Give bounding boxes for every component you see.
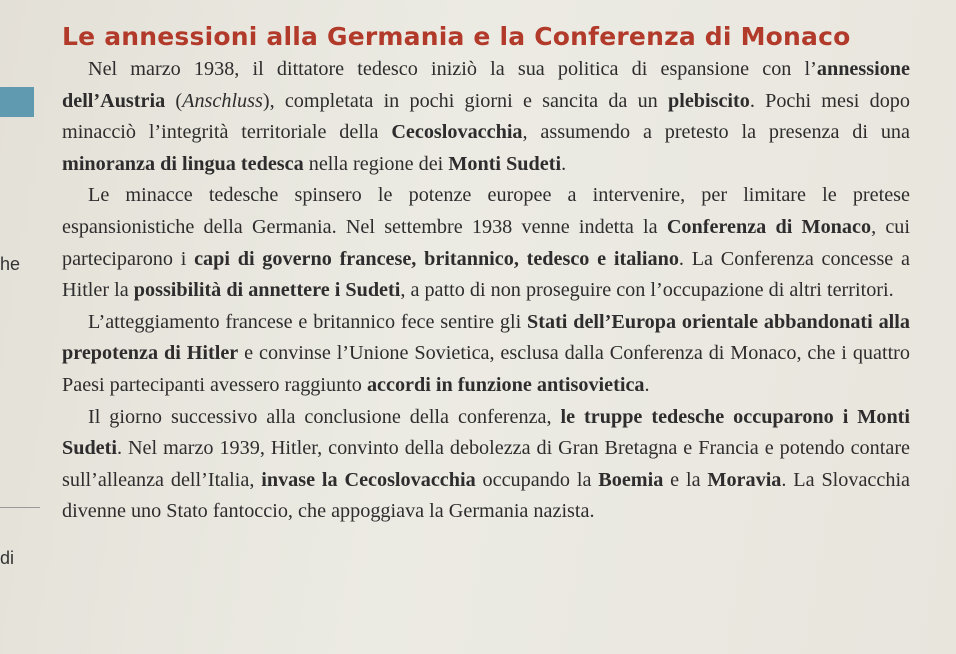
emphasis: possibilità di annettere i Sudeti bbox=[133, 279, 401, 302]
emphasis: Stati dell’Europa orientale abbandonati alla prepotenza di Hitler bbox=[62, 310, 910, 365]
section-title: Le annessioni alla Germania e la Conferenza di Monaco bbox=[62, 22, 851, 51]
emphasis: annessione dell’Austria bbox=[62, 58, 910, 112]
paragraph-annexation: Nel marzo 1938, il dittatore tedesco iniziò la sua politica di espansione con l’annessione dell’Austria (Anschluss), completata in pochi giorni e sancita da un plebiscito. Pochi mesi dopo minacciò l’integrità territoriale della Cecoslovacchia, assumendo a pretesto la presenza di una minoranza di lingua tedesca nella regione dei Monti Sudeti. bbox=[62, 58, 910, 175]
paragraph-reaction: L’atteggiamento francese e britannico fece sentire gli Stati dell’Europa orientale abbandonati alla prepotenza di Hitler e convinse l’Unione Sovietica, esclusa dalla Conferenza di Monaco, che i quattro Paesi partecipanti avessero raggiunto accordi in funzione antisovietica. bbox=[62, 310, 911, 396]
emphasis: invase la Cecoslovacchia bbox=[261, 468, 476, 491]
emphasis: capi di governo francese, britannico, tedesco e italiano bbox=[194, 247, 679, 270]
paragraph-occupation: Il giorno successivo alla conclusione della conferenza, le truppe tedesche occuparono i Monti Sudeti. Nel marzo 1939, Hitler, convinto della debolezza di Gran Bretagna e Francia e potendo contare sull’alleanza dell’Italia, invase la Cecoslovacchia occupando la Boemia e la Moravia. La Slovacchia divenne uno Stato fantoccio, che appoggiava la Germania nazista. bbox=[62, 405, 911, 523]
italic-term: Anschluss bbox=[182, 89, 263, 112]
paragraph-conference: Le minacce tedesche spinsero le potenze europee a intervenire, per limitare le pretese espansionistiche della Germania. Nel settembre 1938 venne indetta la Conferenza di Monaco, cui parteciparono i capi di governo francese, britannico, tedesco e italiano. La Conferenza concesse a Hitler la possibilità di annettere i Sudeti, a patto di non proseguire con l’occupazione di altri territori. bbox=[62, 184, 910, 302]
emphasis: plebiscito bbox=[667, 89, 750, 112]
emphasis: accordi in funzione antisovietica bbox=[366, 373, 645, 396]
emphasis: Conferenza di Monaco bbox=[666, 215, 872, 238]
emphasis: Monti Sudeti bbox=[448, 152, 562, 175]
emphasis: Moravia bbox=[707, 468, 782, 491]
body-text bbox=[62, 54, 910, 528]
emphasis: le truppe tedesche occuparono i Monti Sudeti bbox=[62, 405, 911, 460]
margin-text-fragment: he bbox=[0, 254, 21, 274]
emphasis: Boemia bbox=[598, 468, 664, 491]
margin-divider bbox=[0, 507, 40, 508]
margin-color-bar bbox=[0, 87, 34, 117]
margin-text-fragment: di bbox=[0, 548, 15, 568]
emphasis: minoranza di lingua tedesca bbox=[62, 152, 304, 175]
emphasis: Cecoslovacchia bbox=[391, 121, 523, 144]
